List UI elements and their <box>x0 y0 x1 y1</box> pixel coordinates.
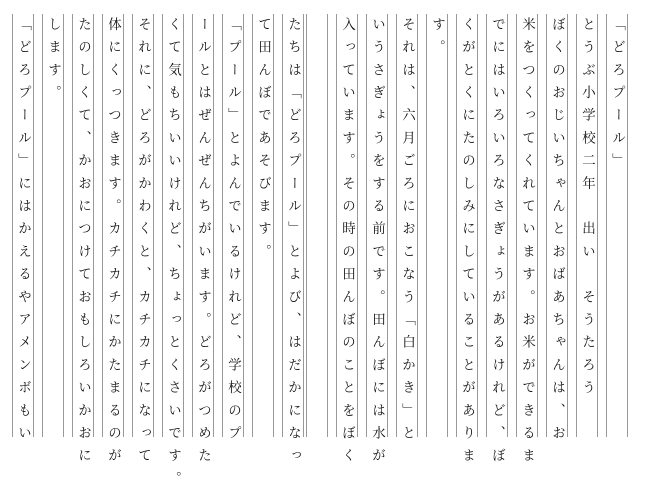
text-line: 体にくっつきます。カチカチにかたまるのが <box>105 17 121 471</box>
text-line: たちは「どろプール」とよび、はだかになっ <box>285 17 301 471</box>
text-line: くがとくにたのしみにしていることがありま <box>459 17 475 471</box>
text-line: いうさぎょうをする前です。田んぼには水が <box>369 17 385 471</box>
text-line: 米をつくってくれています。お米ができるま <box>519 17 535 471</box>
text-line: す。 <box>429 17 445 63</box>
manuscript-column <box>336 14 358 471</box>
manuscript-column <box>72 14 94 471</box>
text-line: て田んぼであそびます。 <box>255 17 271 267</box>
manuscript-column <box>42 14 64 437</box>
text-line: それは、六月ごろにおこなう「白かき」と <box>399 17 415 449</box>
manuscript-column <box>192 14 214 471</box>
text-line: でにはいろいろなさぎょうがあるけれど、ぼ <box>489 17 505 471</box>
manuscript-column <box>426 14 448 437</box>
text-line: ールとはぜんぜんちがいます。どろがつめた <box>195 17 211 471</box>
manuscript-column <box>252 14 274 437</box>
title-text: 「どろプール」 <box>609 17 625 176</box>
manuscript-column <box>516 14 538 471</box>
manuscript-column <box>132 14 154 471</box>
manuscript-column <box>396 14 418 449</box>
manuscript-column <box>486 14 508 471</box>
author-line: とうぶ小学校二年 出い そうたろう <box>579 17 595 403</box>
manuscript-column <box>546 14 568 449</box>
manuscript-column <box>12 14 34 449</box>
text-line <box>306 14 328 440</box>
text-line: たのしくて、かおにつけておもしろいかおに <box>75 17 91 471</box>
manuscript-column <box>222 14 244 449</box>
manuscript-column <box>282 14 304 471</box>
manuscript-column <box>102 14 124 471</box>
text-line: します。 <box>45 17 61 108</box>
manuscript-column <box>456 14 478 471</box>
text-line: 「どろプール」にはかえるやアメンボもい <box>15 17 31 449</box>
text-line: 「プール」とよんでいるけれど、学校のプ <box>225 17 241 449</box>
text-line: 入っています。その時の田んぼのことをぼく <box>339 17 355 471</box>
manuscript-column <box>366 14 388 471</box>
manuscript-column <box>606 14 628 437</box>
text-line: それに、どろがかわくと、カチカチになって <box>135 17 151 471</box>
text-line: ぼくのおじいちゃんとおばあちゃんは、お <box>549 17 565 449</box>
manuscript-column <box>306 14 328 437</box>
manuscript-column <box>576 14 598 437</box>
text-line: くて気もちいいけれど、ちょっとくさいです。 <box>165 17 181 494</box>
manuscript-column <box>162 14 184 494</box>
